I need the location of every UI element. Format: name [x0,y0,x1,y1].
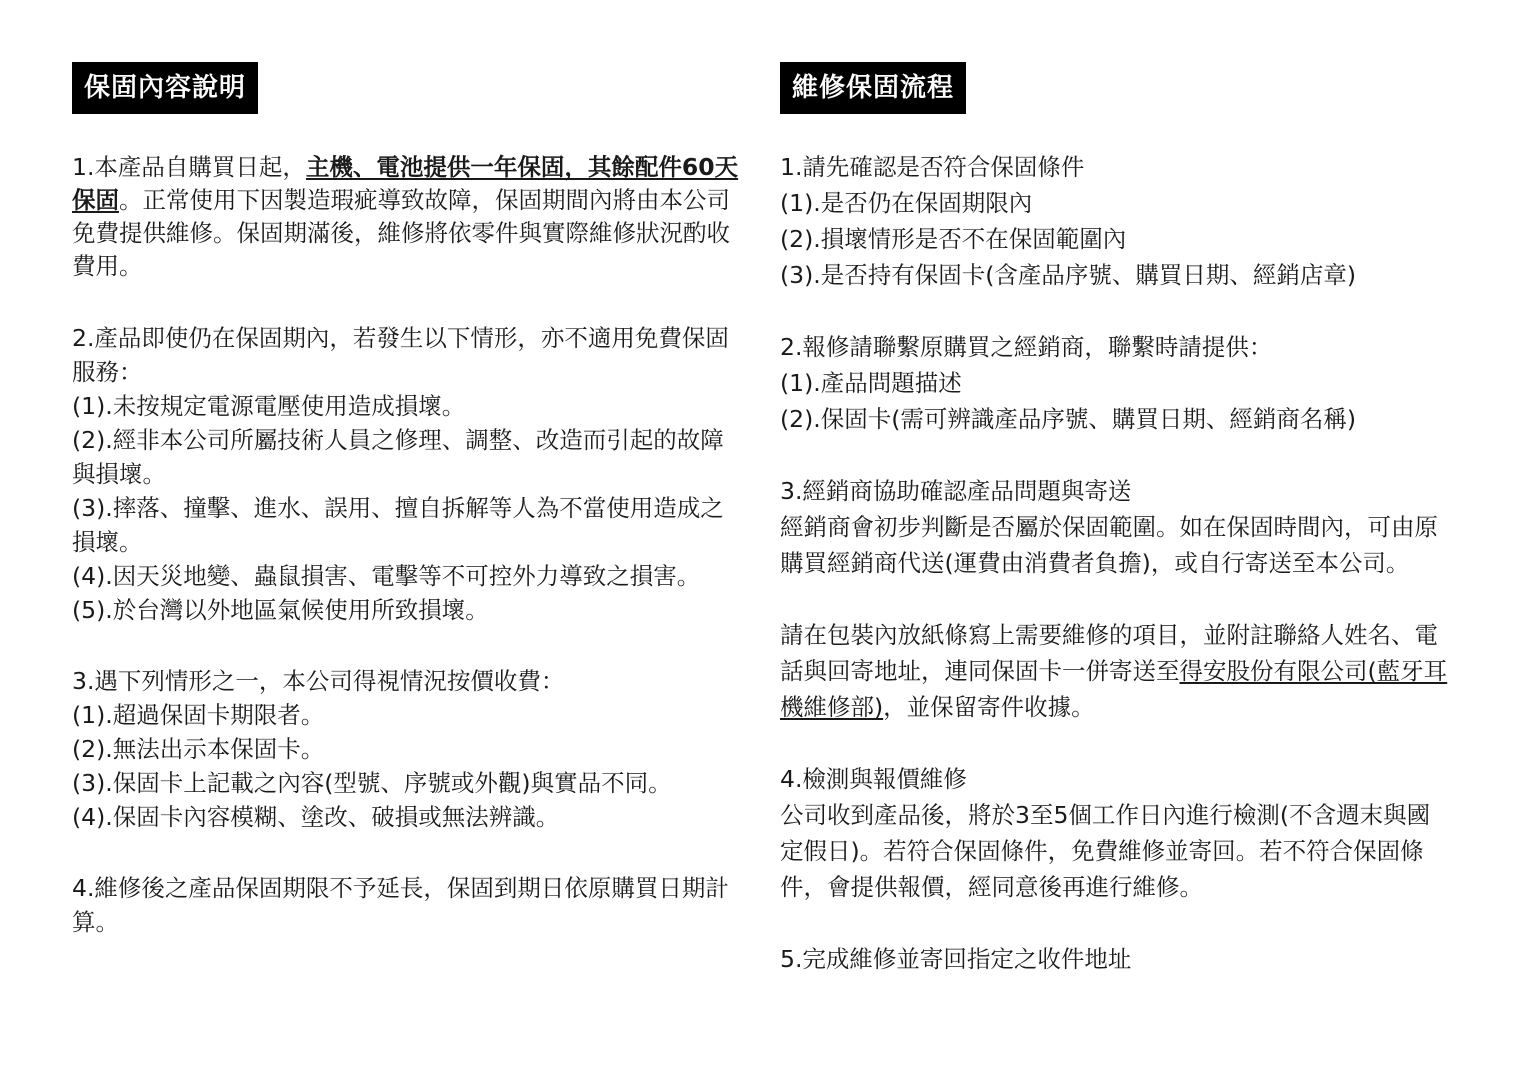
clause-1-prefix: 1.本產品自購買日起， [72,153,306,181]
warranty-clause-2 [72,321,740,627]
clause-2-item: (5).於台灣以外地區氣候使用所致損壞。 [72,596,489,624]
step-1-item: (3).是否持有保固卡(含產品序號、購買日期、經銷店章) [780,261,1357,289]
step-1-item: (2).損壞情形是否不在保固範圍內 [780,225,1127,253]
warranty-clause-3 [72,664,740,834]
shipping-note-suffix: ，並保留寄件收據。 [883,693,1095,721]
step-4-text: 公司收到產品後，將於3至5個工作日內進行檢測(不含週末與國定假日)。若符合保固條件，免費維修並寄回。若不符合保固條件，會提供報價，經同意後再進行維修。 [780,801,1431,901]
clause-3-item: (2).無法出示本保固卡。 [72,735,325,763]
clause-1-text [72,151,740,283]
shipping-note-prefix: 請在包裝內放紙條寫上需要維修的項目，並附註聯絡人姓名、電話與回寄地址，連同保固卡一併寄送至 [780,621,1438,685]
step-1-item: (1).是否仍在保固期限內 [780,189,1033,217]
step-4-title: 4.檢測與報價維修 [780,765,967,793]
repair-step-3 [780,473,1448,581]
clause-3-item: (3).保固卡上記載之內容(型號、序號或外觀)與實品不同。 [72,769,672,797]
clause-2-intro: 2.產品即使仍在保固期內，若發生以下情形，亦不適用免費保固服務： [72,324,729,386]
clause-2-item: (4).因天災地變、蟲鼠損害、電擊等不可控外力導致之損害。 [72,562,701,590]
clause-2-item: (1).未按規定電源電壓使用造成損壞。 [72,392,466,420]
clause-3-intro: 3.遇下列情形之一，本公司得視情況按價收費： [72,667,565,695]
repair-step-5 [780,941,1448,977]
warranty-content-column [72,62,740,939]
step-2-title: 2.報修請聯繫原購買之經銷商，聯繫時請提供： [780,333,1273,361]
step-1-title: 1.請先確認是否符合保固條件 [780,153,1085,181]
warranty-content-heading: 保固內容說明 [72,62,258,114]
step-5-title: 5.完成維修並寄回指定之收件地址 [780,945,1132,973]
clause-3-item: (1).超過保固卡期限者。 [72,701,325,729]
warranty-clause-1 [72,151,740,283]
step-2-item: (2).保固卡(需可辨識產品序號、購買日期、經銷商名稱) [780,405,1357,433]
clause-2-item: (3).摔落、撞擊、進水、誤用、擅自拆解等人為不當使用造成之損壞。 [72,494,724,556]
step-3-title: 3.經銷商協助確認產品問題與寄送 [780,477,1132,505]
step-3-text: 經銷商會初步判斷是否屬於保固範圍。如在保固時間內，可由原購買經銷商代送(運費由消費者負擔)，或自行寄送至本公司。 [780,513,1438,577]
clause-1-emphasis: 主機、電池提供一年保固，其餘配件60天保固 [72,153,739,214]
shipping-note-text [780,617,1448,725]
clause-3-item: (4).保固卡內容模糊、塗改、破損或無法辨識。 [72,803,560,831]
step-2-item: (1).產品問題描述 [780,369,962,397]
repair-process-heading: 維修保固流程 [780,62,966,114]
repair-step-1 [780,149,1448,293]
clause-1-suffix: 。正常使用下因製造瑕疵導致故障，保固期間內將由本公司免費提供維修。保固期滿後，維修將依零件與實際維修狀況酌收費用。 [72,186,730,280]
clause-4-text: 4.維修後之產品保固期限不予延長，保固到期日依原購買日期計算。 [72,874,729,936]
repair-step-4 [780,761,1448,905]
repair-step-2 [780,329,1448,437]
shipping-note [780,617,1448,725]
repair-process-column [780,62,1448,977]
repair-company-name: 得安股份有限公司(藍牙耳機維修部) [780,657,1448,721]
warranty-clause-4 [72,871,740,939]
clause-2-item: (2).經非本公司所屬技術人員之修理、調整、改造而引起的故障與損壞。 [72,426,724,488]
